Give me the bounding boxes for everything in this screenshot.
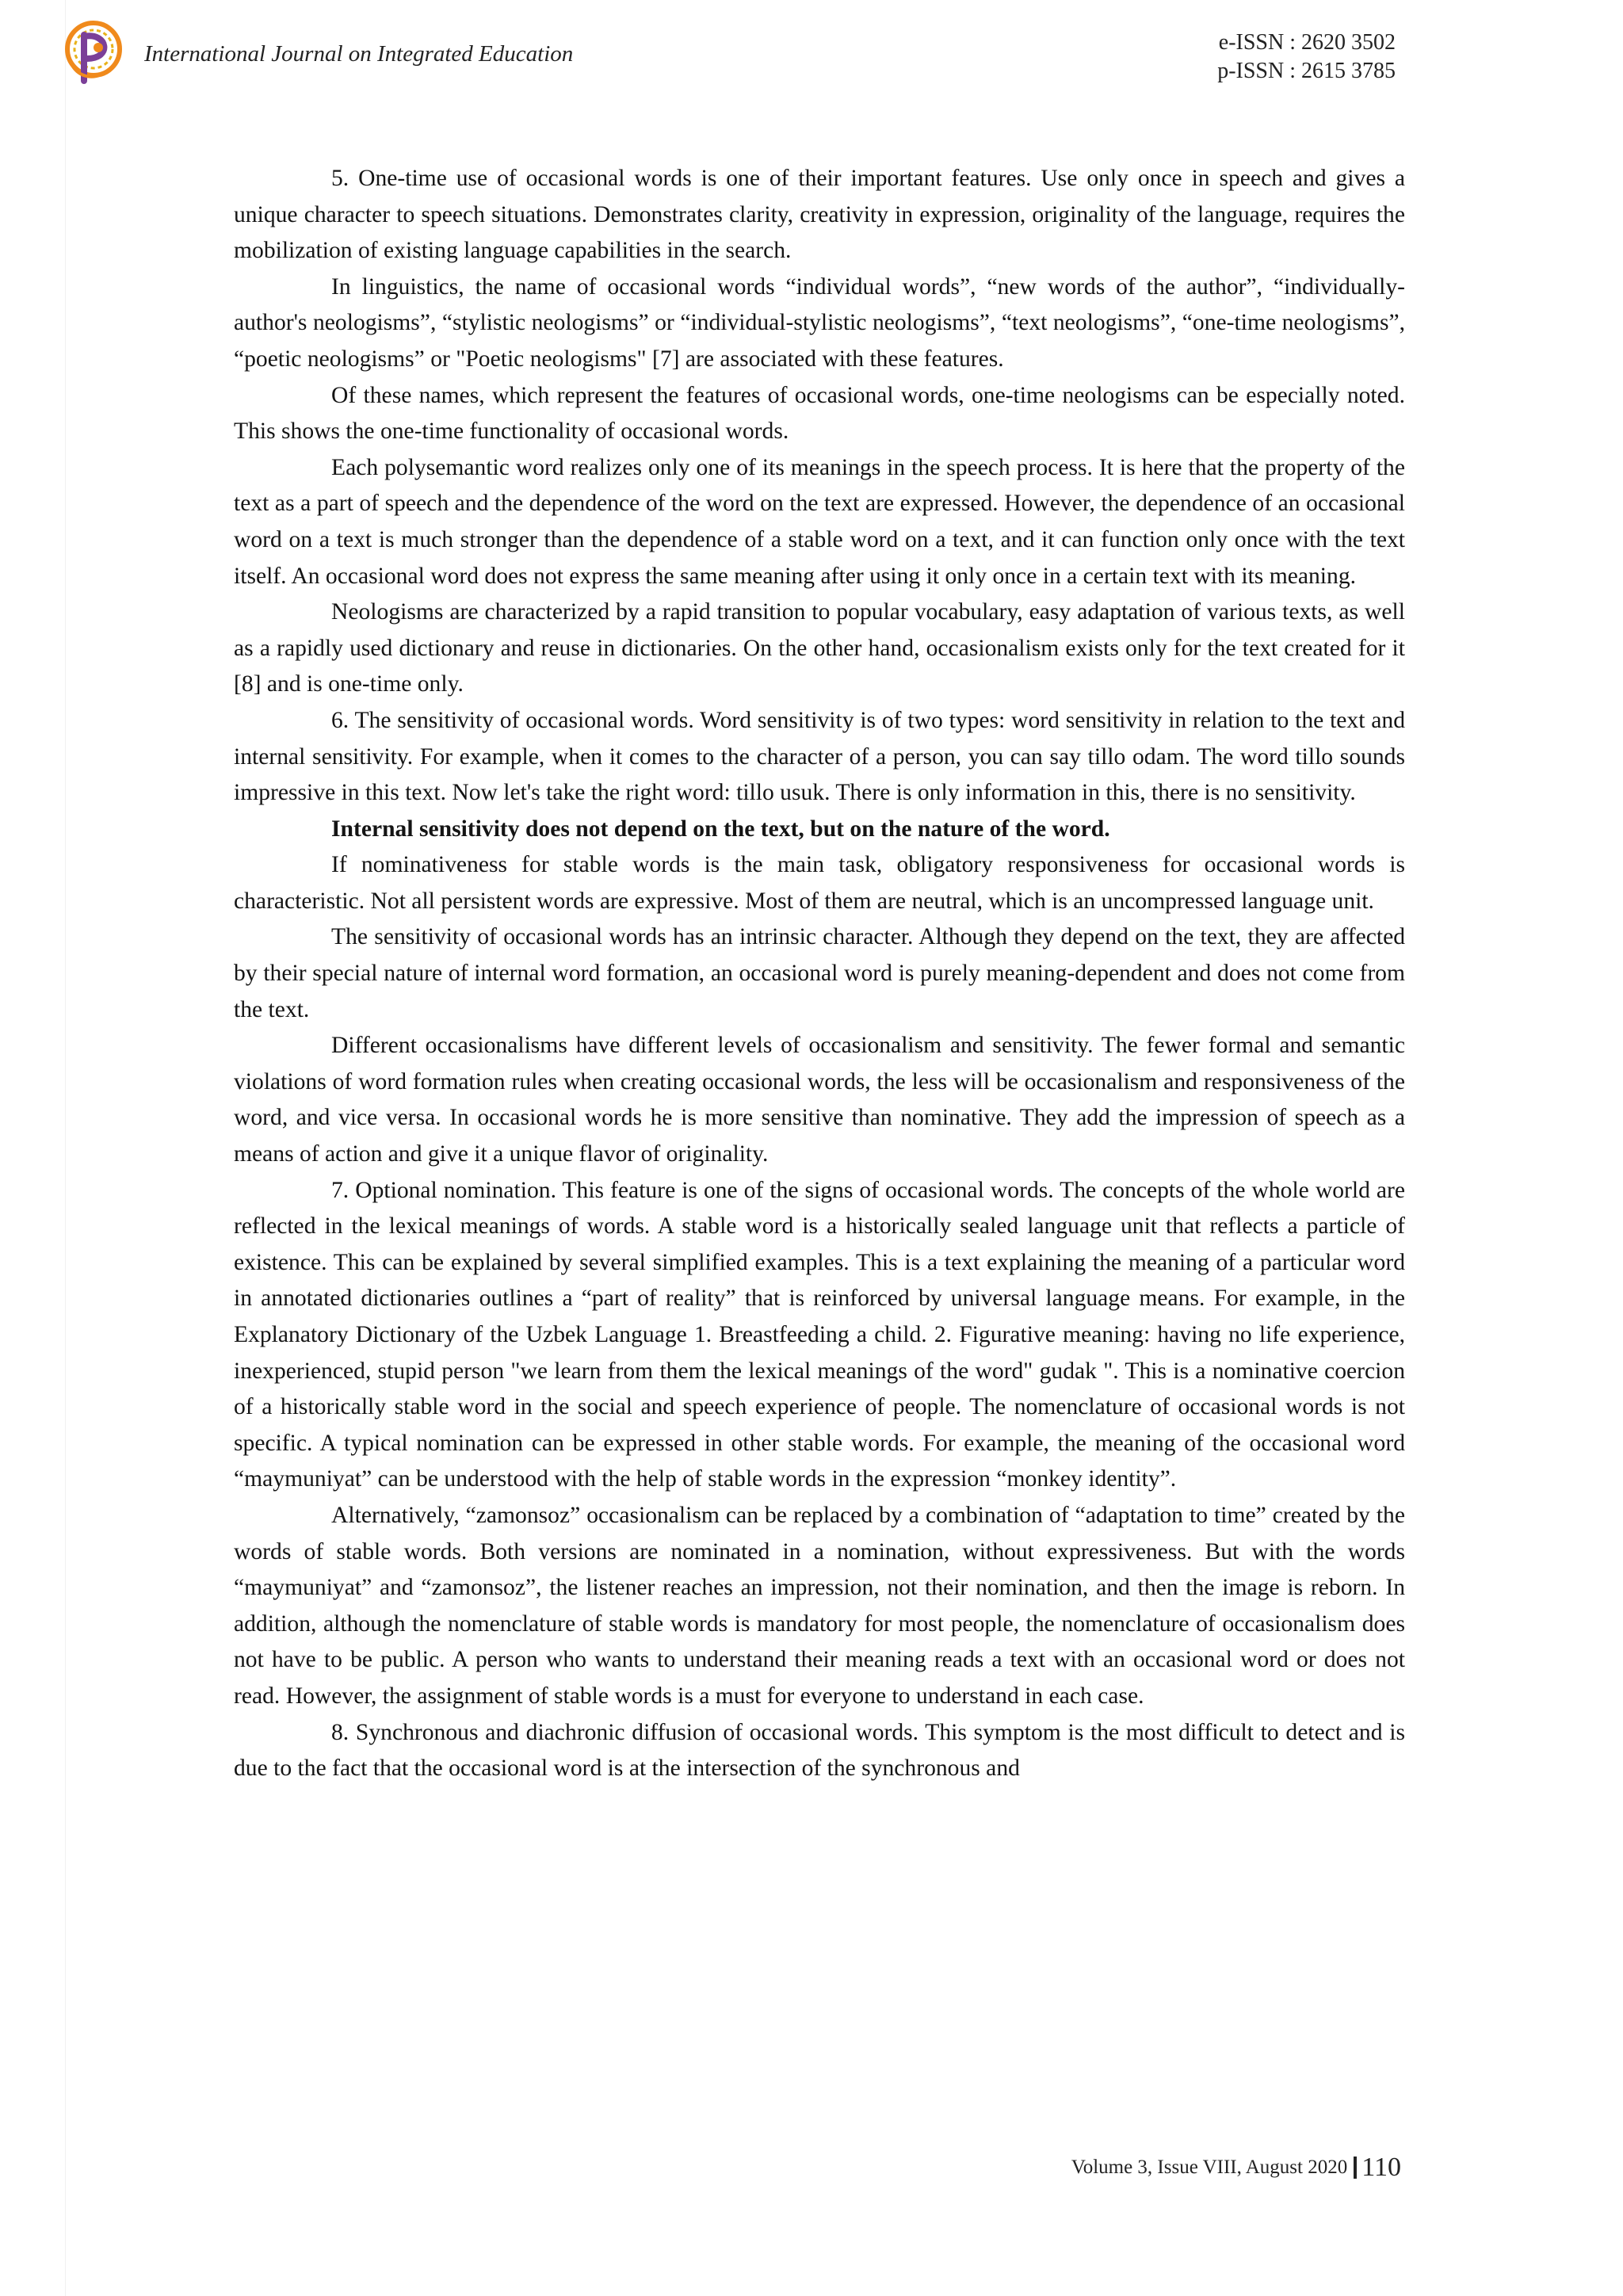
page-footer [1071,2153,1401,2183]
paragraph: The sensitivity of occasional words has an intrinsic character. Although they depend on the text, they are affected by their special nature of internal word formation, an occasional word is purely meaning-dependent and does not come from the text. [234,924,1405,1022]
issue-label: Volume 3, Issue VIII, August 2020 [1071,2157,1348,2178]
pissn-label: p-ISSN : 2615 3785 [1217,59,1396,83]
journal-logo-icon [63,17,124,87]
paragraph: Each polysemantic word realizes only one of its meanings in the speech process. It is here that the property of the text as a part of speech and the dependence of the word on the text are expressed. However, the dependence of an occasional word on a text is much stronger than the dependence of a stable word on a text, and it can function only once with the text itself. An occasional word does not express the same meaning after using it only once in a certain text with its meaning. [234,454,1405,589]
paragraph: 8. Synchronous and diachronic diffusion of occasional words. This symptom is the most difficult to detect and is due to the fact that the occasional word is at the intersection of the synchronous and [234,1719,1405,1782]
paragraph: 5. One-time use of occasional words is one of their important features. Use only once in speech and gives a unique character to speech situations. Demonstrates clarity, creativity in expression, originality of the language, requires the mobilization of existing language capabilities in the search. [234,166,1405,264]
paragraph: Neologisms are characterized by a rapid transition to popular vocabulary, easy adaptation of various texts, as well as a rapidly used dictionary and reuse in dictionaries. On the other hand, occasionalism exists only for the text created for it [8] and is one-time only. [234,599,1405,697]
footer-divider [1354,2157,1357,2179]
page-number: 110 [1361,2153,1401,2182]
eissn-label: e-ISSN : 2620 3502 [1218,30,1396,55]
article-body [234,161,1405,1787]
paragraph: Of these names, which represent the features of occasional words, one-time neologisms can be especially noted. This shows the one-time functionality of occasional words. [234,382,1405,445]
paragraph: 6. The sensitivity of occasional words. Word sensitivity is of two types: word sensitivity in relation to the text and internal sensitivity. For example, when it comes to the character of a person, you can say tillo odam. The word tillo sounds impressive in this text. Now let's take the right word: tillo usuk. There is only information in this, there is no sensitivity. [234,707,1405,806]
paragraph: If nominativeness for stable words is the main task, obligatory responsiveness for occasional words is characteristic. Not all persistent words are expressive. Most of them are neutral, which is an uncompressed language unit. [234,852,1405,914]
paragraph: Alternatively, “zamonsoz” occasionalism can be replaced by a combination of “adaptation to time” created by the words of stable words. Both versions are nominated in a nomination, without expressiveness. But with the words “maymuniyat” and “zamonsoz”, the listener reaches an impression, not their nomination, and then the image is reborn. In addition, although the nomenclature of stable words is mandatory for most people, the nomenclature of occasionalism does not have to be public. A person who wants to understand their meaning reads a text with an occasional word or does not read. However, the assignment of stable words is a must for everyone to understand in each case. [234,1502,1405,1709]
paragraph: Different occasionalisms have different levels of occasionalism and sensitivity. The fewer formal and semantic violations of word formation rules when creating occasional words, the less will be occasionalism and responsiveness of the word, and vice versa. In occasional words he is more sensitive than nominative. They add the impression of speech as a means of action and give it a unique flavor of originality. [234,1033,1405,1167]
issn-block [1217,29,1396,86]
page-header [0,0,1623,127]
bold-paragraph: Internal sensitivity does not depend on the text, but on the nature of the word. [331,816,1110,842]
paragraph: 7. Optional nomination. This feature is one of the signs of occasional words. The concepts of the whole world are reflected in the lexical meanings of words. A stable word is a historically sealed language unit that reflects a particle of existence. This can be explained by several simplified examples. This is a text explaining the meaning of a particular word in annotated dictionaries outlines a “part of reality” that is reinforced by universal language means. For example, in the Explanatory Dictionary of the Uzbek Language 1. Breastfeeding a child. 2. Figurative meaning: having no life experience, inexperienced, stupid person "we learn from them the lexical meanings of the word" gudak ". This is a nominative coercion of a historically stable word in the social and speech experience of people. The nomenclature of occasional words is not specific. A typical nomination can be expressed in other stable words. For example, the meaning of the occasional word “maymuniyat” can be understood with the help of stable words in the expression “monkey identity”. [234,1177,1405,1492]
journal-title: International Journal on Integrated Education [144,41,574,67]
paragraph: In linguistics, the name of occasional words “individual words”, “new words of the author”, “individually-author's neologisms”, “stylistic neologisms” or “individual-stylistic neologisms”, “text neologisms”, “one-time neologisms”, “poetic neologisms” or "Poetic neologisms" [7] are associated with these features. [234,273,1405,372]
